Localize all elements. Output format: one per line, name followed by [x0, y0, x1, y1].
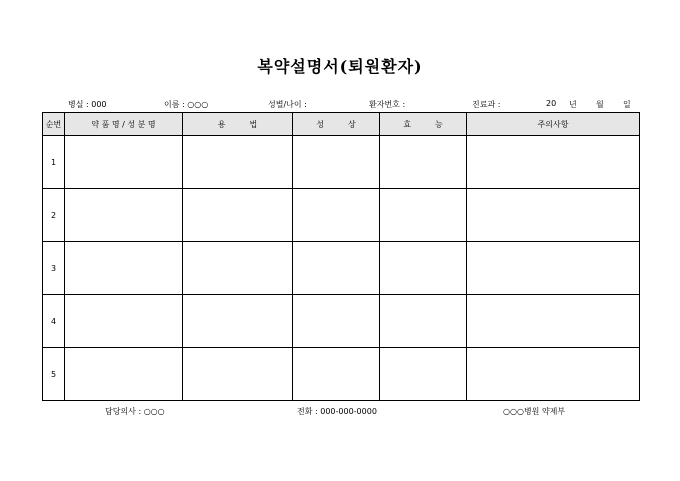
table-row	[43, 189, 640, 242]
efficacy-cell[interactable]	[380, 348, 467, 401]
table-header-row	[43, 113, 640, 136]
sex-age-field: 성별/나이 :	[268, 100, 307, 109]
department-field: 진료과 :	[472, 100, 501, 109]
appearance-cell[interactable]	[293, 348, 380, 401]
patient-info-line	[0, 99, 680, 111]
drug-name-cell[interactable]	[65, 242, 183, 295]
dosage-cell[interactable]	[183, 242, 293, 295]
dosage-cell[interactable]	[183, 189, 293, 242]
table-row	[43, 136, 640, 189]
efficacy-cell[interactable]	[380, 136, 467, 189]
efficacy-cell[interactable]	[380, 189, 467, 242]
row-number: 4	[43, 295, 65, 348]
appearance-cell[interactable]	[293, 136, 380, 189]
appearance-cell[interactable]	[293, 189, 380, 242]
header-drug-name: 약 품 명 / 성 분 명	[65, 113, 183, 136]
drug-name-cell[interactable]	[65, 348, 183, 401]
medication-table	[42, 112, 640, 401]
row-number: 3	[43, 242, 65, 295]
header-seq: 순번	[43, 113, 65, 136]
row-number: 1	[43, 136, 65, 189]
pharmacy-field: ○○○병원 약제부	[503, 407, 566, 416]
header-dosage: 용 법	[183, 113, 293, 136]
table-row	[43, 242, 640, 295]
header-precautions: 주의사항	[467, 113, 640, 136]
phone-field: 전화 : 000-000-0000	[297, 407, 377, 416]
date-month-unit: 월	[596, 100, 604, 109]
table-row	[43, 348, 640, 401]
efficacy-cell[interactable]	[380, 295, 467, 348]
row-number: 2	[43, 189, 65, 242]
header-efficacy: 효 능	[380, 113, 467, 136]
ward-field: 병실 : 000	[68, 100, 107, 109]
name-field: 이름 : ○○○	[164, 100, 209, 109]
patient-number-field: 환자번호 :	[369, 100, 406, 109]
precautions-cell[interactable]	[467, 136, 640, 189]
header-appearance: 성 상	[293, 113, 380, 136]
dosage-cell[interactable]	[183, 136, 293, 189]
precautions-cell[interactable]	[467, 295, 640, 348]
date-day-unit: 일	[623, 100, 631, 109]
dosage-cell[interactable]	[183, 348, 293, 401]
doctor-field: 담당의사 : ○○○	[105, 407, 165, 416]
document-footer	[0, 406, 680, 418]
date-year: 20	[546, 99, 557, 108]
row-number: 5	[43, 348, 65, 401]
drug-name-cell[interactable]	[65, 295, 183, 348]
appearance-cell[interactable]	[293, 295, 380, 348]
drug-name-cell[interactable]	[65, 136, 183, 189]
page-title: 복약설명서(퇴원환자)	[257, 57, 423, 76]
precautions-cell[interactable]	[467, 242, 640, 295]
precautions-cell[interactable]	[467, 189, 640, 242]
date-year-unit: 년	[569, 100, 577, 109]
efficacy-cell[interactable]	[380, 242, 467, 295]
table-row	[43, 295, 640, 348]
dosage-cell[interactable]	[183, 295, 293, 348]
drug-name-cell[interactable]	[65, 189, 183, 242]
appearance-cell[interactable]	[293, 242, 380, 295]
precautions-cell[interactable]	[467, 348, 640, 401]
